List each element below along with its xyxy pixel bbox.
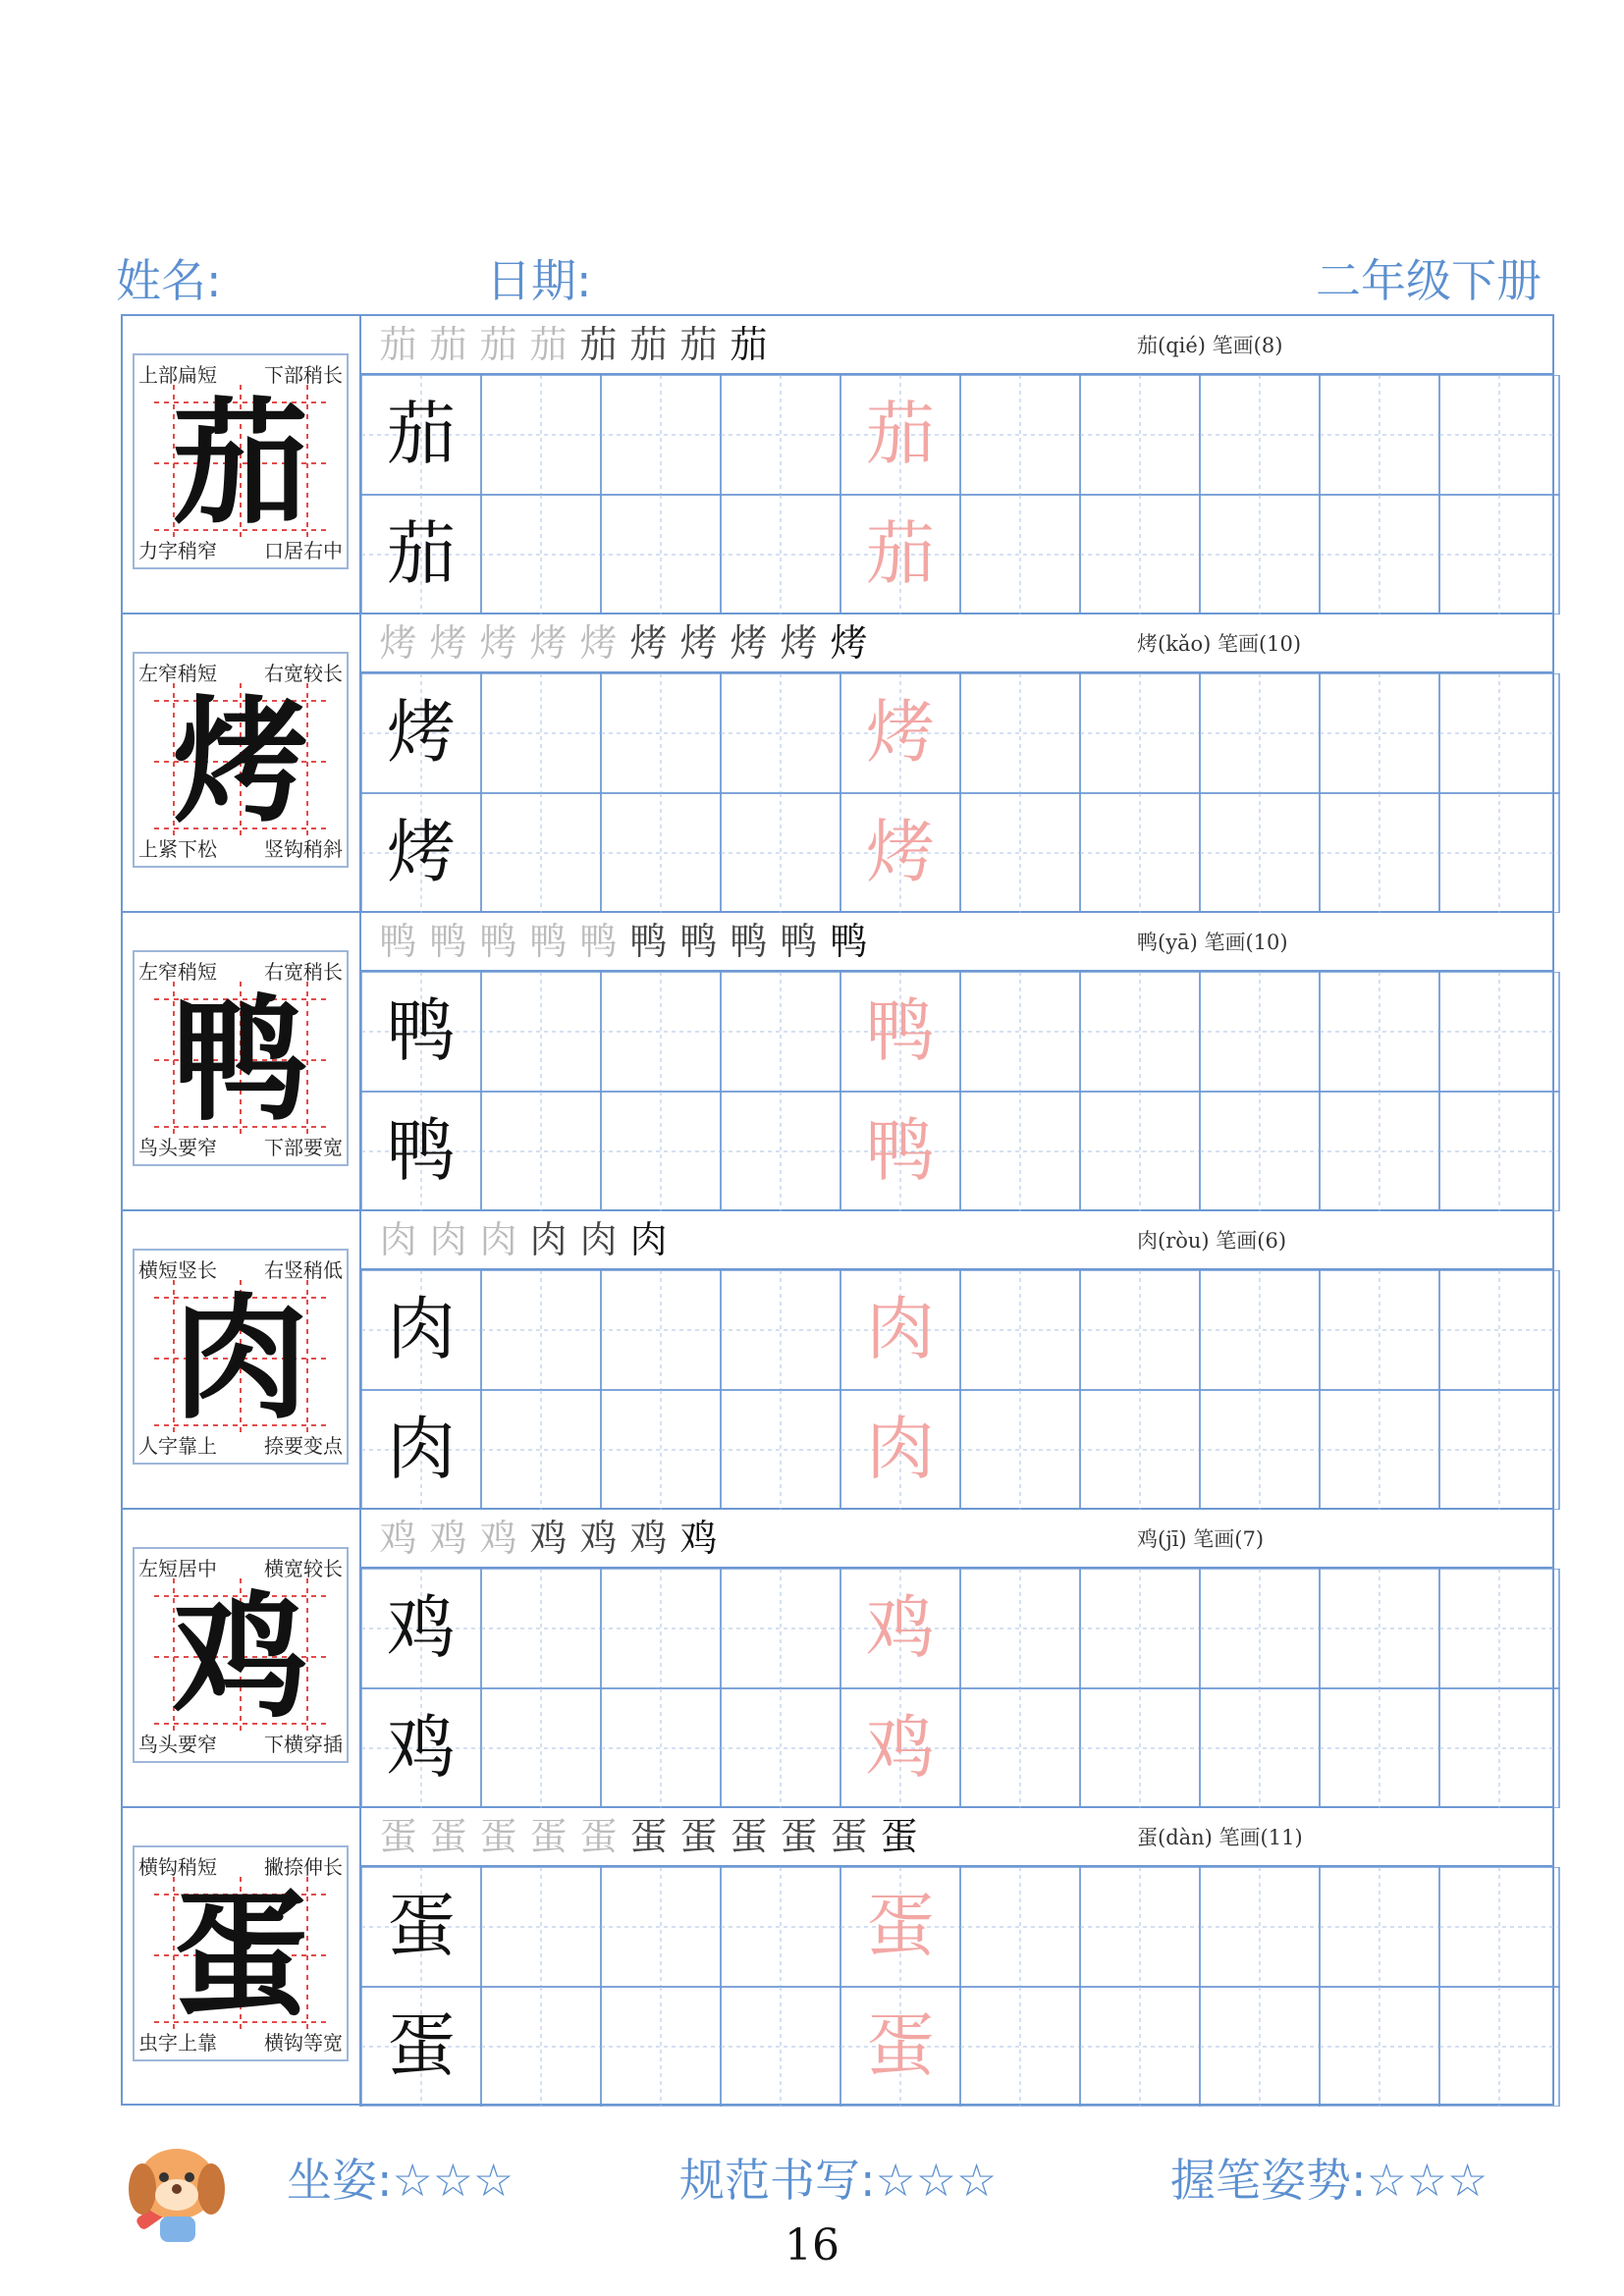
- demo-column: [123, 1510, 361, 1806]
- stroke-step: 烤: [429, 621, 467, 665]
- model-character-box: [133, 1249, 349, 1465]
- stroke-step: 鸭: [730, 920, 768, 963]
- stroke-step: 茄: [479, 323, 517, 366]
- sample-character: 鸭: [387, 1110, 456, 1191]
- writing-tip: 撇捺伸长: [264, 1855, 343, 1879]
- writing-tip: 鸟头要窄: [138, 1733, 217, 1756]
- trace-character: 鸡: [866, 1587, 935, 1668]
- practice-sheet: [121, 314, 1554, 2106]
- stroke-step: 肉: [379, 1218, 417, 1261]
- sample-character: 茄: [387, 513, 456, 594]
- practice-grid: [361, 375, 1552, 614]
- stroke-step: 烤: [479, 621, 517, 665]
- trace-character: 烤: [866, 812, 935, 892]
- model-character-box: [133, 950, 349, 1166]
- writing-tip: 横短竖长: [138, 1258, 217, 1282]
- stroke-order-row: [361, 1510, 1552, 1569]
- stroke-step: 鸭: [429, 920, 467, 963]
- practice-grid: [361, 972, 1552, 1211]
- stroke-step: 鸭: [529, 920, 568, 963]
- writing-tip: 下部稍长: [264, 363, 343, 387]
- sample-character: 鸡: [387, 1587, 456, 1668]
- stroke-step: 蛋: [880, 1815, 918, 1858]
- model-character-box: [133, 1845, 349, 2061]
- date-label: 日期:: [486, 254, 592, 307]
- stroke-steps: [373, 618, 874, 667]
- model-character-box: [133, 353, 349, 569]
- stroke-step: 鸡: [679, 1517, 718, 1560]
- stroke-step: 烤: [679, 621, 718, 665]
- trace-character: 茄: [866, 394, 935, 474]
- stroke-step: 鸡: [429, 1517, 467, 1560]
- grip-stars[interactable]: ☆☆☆: [1366, 2154, 1489, 2207]
- writing-tip: 力字稍窄: [138, 539, 217, 562]
- stroke-step: 烤: [730, 621, 768, 665]
- stroke-order-row: [361, 614, 1552, 673]
- writing-tip: 上部扁短: [138, 363, 217, 387]
- grid-lines: [361, 375, 1561, 614]
- writing-tip: 鸟头要窄: [138, 1136, 217, 1159]
- writing-tip: 横宽较长: [264, 1557, 343, 1580]
- sample-character: 烤: [387, 812, 456, 892]
- sample-character: 蛋: [387, 1886, 456, 1966]
- grid-lines: [361, 1569, 1561, 1808]
- stroke-step: 蛋: [629, 1815, 668, 1858]
- sample-character: 烤: [387, 692, 456, 773]
- stroke-step: 茄: [429, 323, 467, 366]
- trace-character: 茄: [866, 513, 935, 594]
- model-character: 茄: [172, 383, 308, 543]
- writing-tip: 下部要宽: [264, 1136, 343, 1159]
- stroke-step: 茄: [579, 323, 618, 366]
- stroke-order-row: [361, 913, 1552, 972]
- stroke-step: 蛋: [529, 1815, 568, 1858]
- grid-lines: [361, 673, 1561, 913]
- demo-column: [123, 316, 361, 613]
- writing-tip: 右竖稍低: [264, 1258, 343, 1282]
- stroke-step: 肉: [629, 1218, 668, 1261]
- stroke-step: 烤: [529, 621, 568, 665]
- stroke-step: 鸡: [529, 1517, 568, 1560]
- stroke-step: 鸭: [780, 920, 818, 963]
- stroke-step: 鸭: [379, 920, 417, 963]
- grid-lines: [361, 972, 1561, 1211]
- grip-label: 握笔姿势:: [1170, 2154, 1367, 2207]
- stroke-step: 肉: [429, 1218, 467, 1261]
- stroke-step: 鸭: [679, 920, 718, 963]
- model-character: 肉: [172, 1278, 308, 1438]
- trace-character: 鸡: [866, 1707, 935, 1788]
- writing-tip: 横钩稍短: [138, 1855, 217, 1879]
- model-character: 鸭: [172, 980, 308, 1140]
- writing-tip: 左窄稍短: [138, 662, 217, 685]
- stroke-step: 鸡: [379, 1517, 417, 1560]
- stroke-step: 烤: [629, 621, 668, 665]
- grid-lines: [361, 1867, 1561, 2107]
- pinyin-stroke-count: 鸡(jī) 笔画(7): [1137, 1527, 1265, 1551]
- pinyin-stroke-count: 烤(kǎo) 笔画(10): [1137, 632, 1302, 656]
- writing-stars[interactable]: ☆☆☆: [875, 2154, 998, 2207]
- stroke-step: 鸭: [579, 920, 618, 963]
- pinyin-stroke-count: 肉(ròu) 笔画(6): [1137, 1229, 1287, 1253]
- trace-character: 肉: [866, 1289, 935, 1369]
- stroke-step: 蛋: [830, 1815, 868, 1858]
- writing-tip: 上紧下松: [138, 837, 217, 861]
- trace-character: 肉: [866, 1409, 935, 1489]
- model-character: 烤: [172, 681, 308, 841]
- model-character: 蛋: [172, 1875, 308, 2035]
- posture-stars[interactable]: ☆☆☆: [392, 2154, 514, 2207]
- trace-character: 烤: [866, 692, 935, 773]
- practice-grid: [361, 1569, 1552, 1808]
- stroke-step: 肉: [479, 1218, 517, 1261]
- sample-character: 蛋: [387, 2005, 456, 2086]
- practice-grid: [361, 1270, 1552, 1510]
- pinyin-stroke-count: 蛋(dàn) 笔画(11): [1137, 1826, 1303, 1849]
- writing-tip: 横钩等宽: [264, 2031, 343, 2055]
- stroke-step: 蛋: [730, 1815, 768, 1858]
- stroke-step: 茄: [730, 323, 768, 366]
- character-block: [123, 1510, 1552, 1808]
- writing-tip: 左短居中: [138, 1557, 217, 1580]
- stroke-steps: [373, 320, 774, 369]
- sample-character: 茄: [387, 394, 456, 474]
- sample-character: 鸡: [387, 1707, 456, 1788]
- writing-tip: 口居右中: [264, 539, 343, 562]
- character-block: [123, 913, 1552, 1211]
- stroke-step: 蛋: [780, 1815, 818, 1858]
- writing-tip: 右宽较长: [264, 662, 343, 685]
- stroke-steps: [373, 1215, 674, 1264]
- stroke-order-row: [361, 316, 1552, 375]
- grid-lines: [361, 1270, 1561, 1510]
- trace-character: 鸭: [866, 990, 935, 1071]
- model-character: 鸡: [172, 1576, 308, 1736]
- demo-column: [123, 1211, 361, 1508]
- stroke-step: 茄: [379, 323, 417, 366]
- stroke-step: 蛋: [679, 1815, 718, 1858]
- sample-character: 肉: [387, 1409, 456, 1489]
- writing-tip: 人字靠上: [138, 1434, 217, 1458]
- stroke-step: 鸡: [579, 1517, 618, 1560]
- name-label: 姓名:: [116, 254, 222, 307]
- writing-label: 规范书写:: [679, 2154, 876, 2207]
- writing-tip: 竖钩稍斜: [264, 837, 343, 861]
- stroke-step: 鸭: [629, 920, 668, 963]
- practice-grid: [361, 673, 1552, 913]
- stroke-step: 烤: [780, 621, 818, 665]
- trace-character: 蛋: [866, 2005, 935, 2086]
- stroke-order-row: [361, 1211, 1552, 1270]
- stroke-step: 蛋: [479, 1815, 517, 1858]
- stroke-step: 烤: [830, 621, 868, 665]
- demo-column: [123, 913, 361, 1209]
- trace-character: 鸭: [866, 1110, 935, 1191]
- stroke-step: 蛋: [379, 1815, 417, 1858]
- stroke-step: 肉: [579, 1218, 618, 1261]
- posture-label: 坐姿:: [287, 2154, 393, 2207]
- stroke-step: 茄: [529, 323, 568, 366]
- stroke-step: 茄: [629, 323, 668, 366]
- demo-column: [123, 614, 361, 911]
- sample-character: 肉: [387, 1289, 456, 1369]
- writing-tip: 左窄稍短: [138, 960, 217, 984]
- character-block: [123, 1211, 1552, 1510]
- trace-character: 蛋: [866, 1886, 935, 1966]
- practice-grid: [361, 1867, 1552, 2107]
- writing-tip: 捺要变点: [264, 1434, 343, 1458]
- stroke-order-row: [361, 1808, 1552, 1867]
- model-character-box: [133, 1547, 349, 1763]
- stroke-step: 肉: [529, 1218, 568, 1261]
- page-number: 16: [785, 2220, 839, 2270]
- pinyin-stroke-count: 茄(qié) 笔画(8): [1137, 334, 1283, 357]
- stroke-step: 蛋: [579, 1815, 618, 1858]
- stroke-step: 烤: [579, 621, 618, 665]
- stroke-step: 鸭: [479, 920, 517, 963]
- stroke-step: 烤: [379, 621, 417, 665]
- writing-tip: 虫字上靠: [138, 2031, 217, 2055]
- character-block: [123, 1808, 1552, 2107]
- writing-tip: 右宽稍长: [264, 960, 343, 984]
- stroke-steps: [373, 1514, 724, 1563]
- model-character-box: [133, 652, 349, 868]
- stroke-steps: [373, 1812, 924, 1861]
- character-block: [123, 316, 1552, 614]
- stroke-step: 鸡: [479, 1517, 517, 1560]
- grade-label: 二年级下册: [1316, 254, 1542, 307]
- sample-character: 鸭: [387, 990, 456, 1071]
- pinyin-stroke-count: 鸭(yā) 笔画(10): [1137, 931, 1288, 954]
- stroke-step: 鸡: [629, 1517, 668, 1560]
- stroke-steps: [373, 917, 874, 966]
- stroke-step: 蛋: [429, 1815, 467, 1858]
- demo-column: [123, 1808, 361, 2107]
- writing-tip: 下横穿插: [264, 1733, 343, 1756]
- stroke-step: 茄: [679, 323, 718, 366]
- character-block: [123, 614, 1552, 913]
- stroke-step: 鸭: [830, 920, 868, 963]
